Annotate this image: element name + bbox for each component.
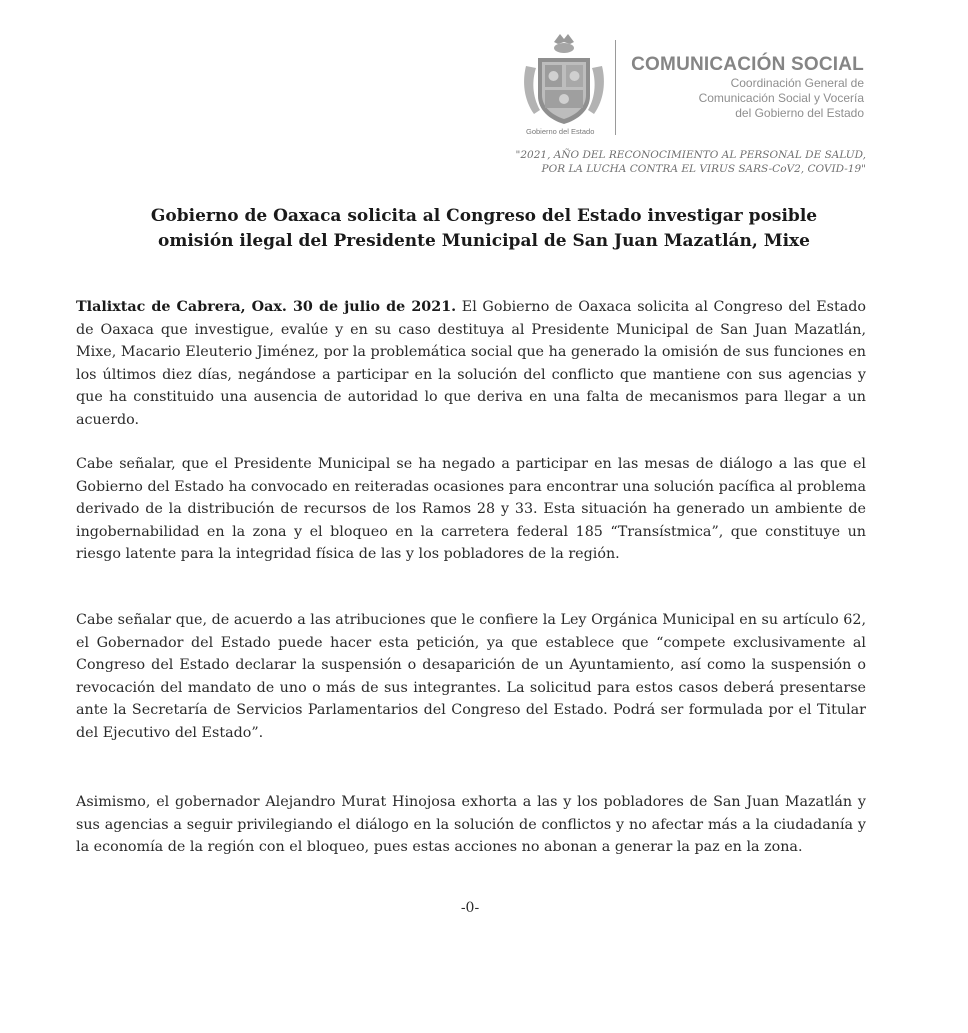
paragraph-2: Cabe señalar, que el Presidente Municipal se ha negado a participar en las mesas de diálogo a las que el Gobierno del Estado ha convocado en reiteradas ocasiones para encontrar una solución pacífica al problema derivado de la distribución de recursos de los Ramos 28 y 33. Esta situación ha generado un ambiente de ingobernabilidad en la zona y el bloqueo en la carretera federal 185 “Transístmica”, que constituye un riesgo latente para la integridad física de las y los pobladores de la región. — [76, 456, 866, 563]
headline-line: omisión ilegal del Presidente Municipal de San Juan Mazatlán, Mixe — [158, 231, 810, 251]
headline — [80, 204, 888, 254]
motto-line: POR LA LUCHA CONTRA EL VIRUS SARS-CoV2, COVID-19" — [541, 163, 866, 175]
state-seal-icon — [520, 30, 608, 138]
office-subtitle-line: Comunicación Social y Vocería — [698, 91, 864, 105]
headline-line: Gobierno de Oaxaca solicita al Congreso del Estado investigar posible — [150, 206, 818, 226]
end-mark: -0- — [460, 900, 480, 916]
office-title: COMUNICACIÓN SOCIAL — [631, 54, 864, 75]
office-subtitle-line: Coordinación General de — [730, 76, 864, 90]
header-divider — [615, 40, 616, 135]
letterhead — [520, 30, 880, 140]
year-motto — [470, 148, 866, 176]
paragraph-1-text: El Gobierno de Oaxaca solicita al Congreso del Estado de Oaxaca que investigue, evalúe y en su caso destituya al Presidente Municipal de San Juan Mazatlán, Mixe, Macario Eleuterio Jiménez, por la problemática social que ha generado la omisión de sus funciones en los últimos diez días, negándose a participar en la solución del conflicto que mantiene con sus agencias y que ha constituido una ausencia de autoridad lo que deriva en una falta de mecanismos para llegar a un acuerdo. — [76, 299, 866, 428]
motto-line: "2021, AÑO DEL RECONOCIMIENTO AL PERSONAL DE SALUD, — [515, 149, 866, 161]
paragraph-1 — [76, 296, 866, 432]
office-brand — [618, 54, 864, 121]
paragraph-3: Cabe señalar que, de acuerdo a las atribuciones que le confiere la Ley Orgánica Municipal en su artículo 62, el Gobernador del Estado puede hacer esta petición, ya que establece que “compete exclusivamente al Congreso del Estado declarar la suspensión o desaparición de un Ayuntamiento, así como la suspensión o revocación del mandato de uno o más de sus integrantes. La solicitud para estos casos deberá presentarse ante la Secretaría de Servicios Parlamentarios del Congreso del Estado. Podrá ser formulada por el Titular del Ejecutivo del Estado”. — [76, 612, 866, 741]
office-subtitle-line: del Gobierno del Estado — [735, 106, 864, 120]
seal-caption: Gobierno del Estado — [526, 127, 595, 136]
paragraph-4: Asimismo, el gobernador Alejandro Murat Hinojosa exhorta a las y los pobladores de San Juan Mazatlán y sus agencias a seguir privilegiando el diálogo en la solución de conflictos y no afectar más a la ciudadanía y la economía de la región con el bloqueo, pues estas acciones no abonan a generar la paz en la zona. — [76, 794, 866, 856]
dateline: Tlalixtac de Cabrera, Oax. 30 de julio de 2021. — [76, 299, 457, 315]
